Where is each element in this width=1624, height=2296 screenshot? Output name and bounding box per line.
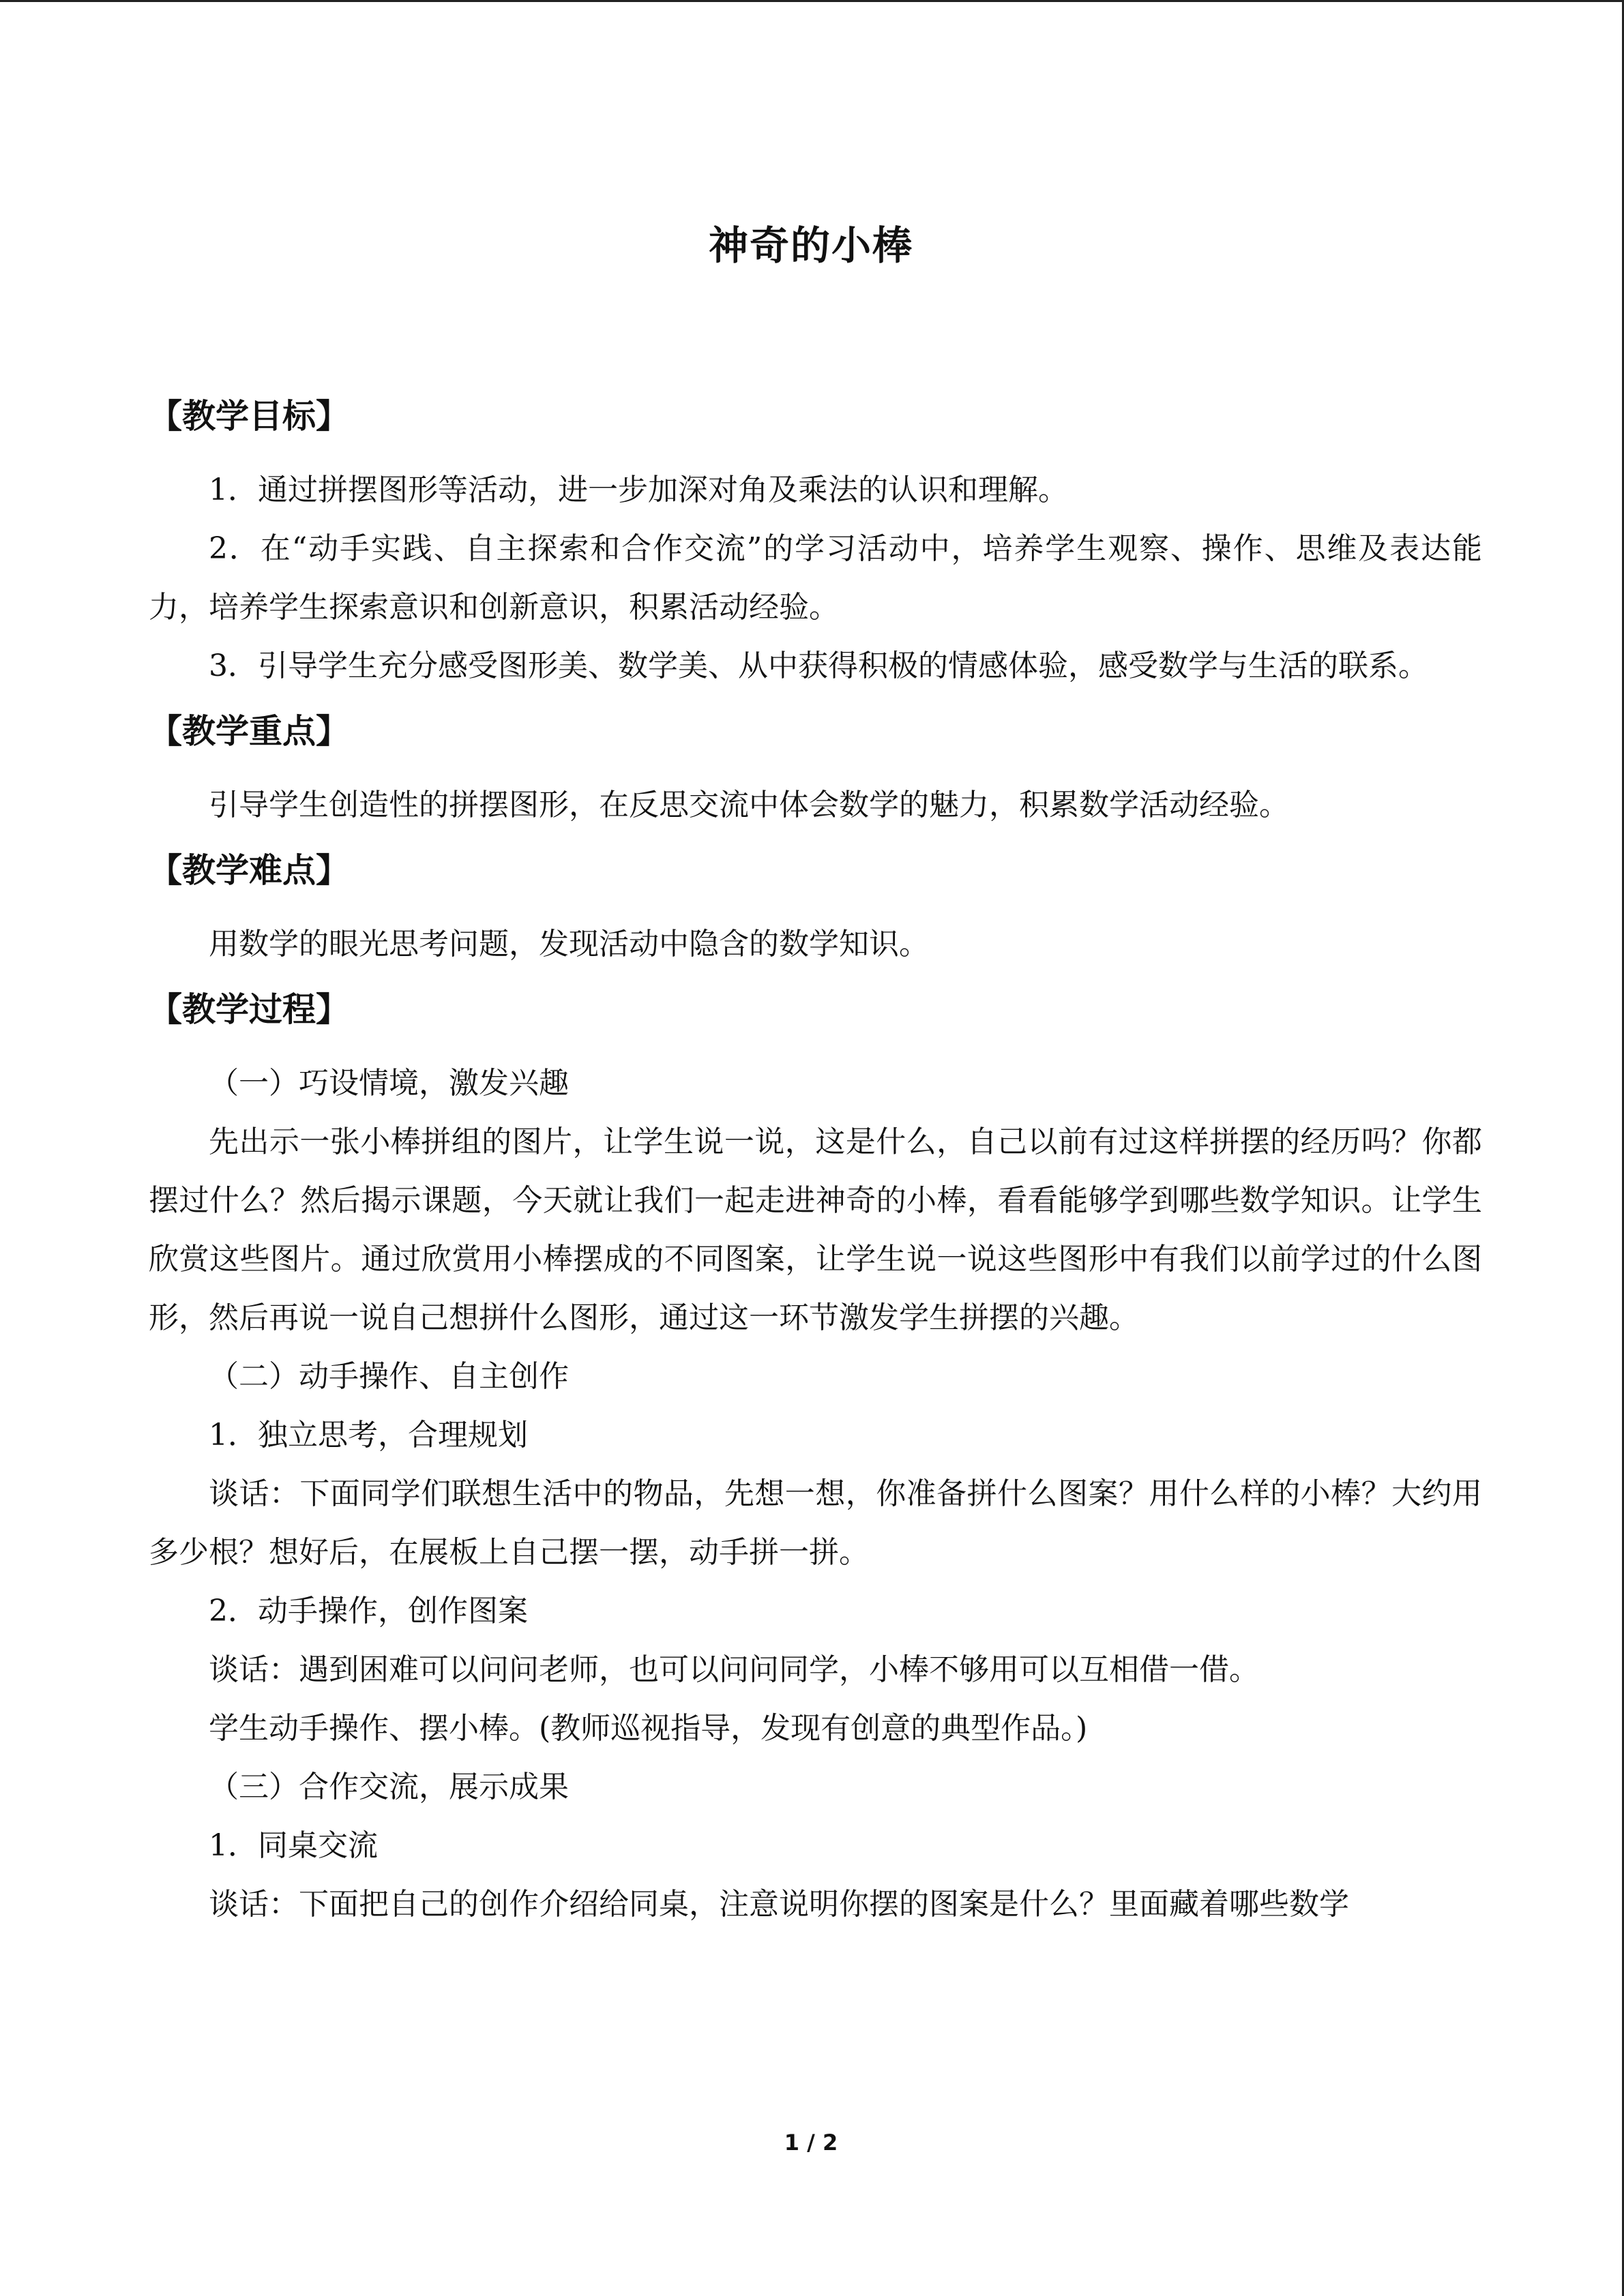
difficulties-text: 用数学的眼光思考问题，发现活动中隐含的数学知识。 bbox=[209, 927, 929, 961]
goal-item-2: 2．在“动手实践、自主探索和合作交流”的学习活动中，培养学生观察、操作、思维及表达能力，培养学生探索意识和创新意识，积累活动经验。 bbox=[149, 531, 1482, 625]
process-subheading-2: （二）动手操作、自主创作 bbox=[209, 1359, 569, 1394]
goal-item-3: 3．引导学生充分感受图形美、数学美、从中获得积极的情感体验，感受数学与生活的联系。 bbox=[209, 648, 1428, 683]
document-title: 神奇的小棒 bbox=[708, 222, 913, 269]
process-step-2: 2．动手操作，创作图案 bbox=[209, 1594, 528, 1628]
key-points-text: 引导学生创造性的拼摆图形，在反思交流中体会数学的魅力，积累数学活动经验。 bbox=[209, 788, 1289, 822]
process-subheading-3: （三）合作交流，展示成果 bbox=[209, 1770, 569, 1804]
process-subheading-1: （一）巧设情境，激发兴趣 bbox=[209, 1066, 569, 1101]
section-heading-difficulties: 【教学难点】 bbox=[149, 851, 350, 890]
process-paragraph: 学生动手操作、摆小棒。(教师巡视指导，发现有创意的典型作品。) bbox=[209, 1711, 1088, 1746]
process-paragraph: 谈话：遇到困难可以问问老师，也可以问问同学，小棒不够用可以互相借一借。 bbox=[209, 1652, 1259, 1687]
process-paragraph: 先出示一张小棒拼组的图片，让学生说一说，这是什么，自己以前有过这样拼摆的经历吗？你都摆过什么？然后揭示课题，今天就让我们一起走进神奇的小棒，看看能够学到哪些数学知识。让学生欣赏这些图片。通过欣赏用小棒摆成的不同图案，让学生说一说这些图形中有我们以前学过的什么图形，然后再说一说自己想拼什么图形，通过这一环节激发学生拼摆的兴趣。 bbox=[149, 1124, 1482, 1335]
goal-item-1: 1．通过拼摆图形等活动，进一步加深对角及乘法的认识和理解。 bbox=[209, 473, 1068, 507]
section-heading-process: 【教学过程】 bbox=[149, 990, 350, 1029]
page-number: 1 / 2 bbox=[784, 2130, 838, 2156]
process-paragraph: 谈话：下面同学们联想生活中的物品，先想一想，你准备拼什么图案？用什么样的小棒？大约用多少根？想好后，在展板上自己摆一摆，动手拼一拼。 bbox=[149, 1476, 1482, 1570]
section-heading-goals: 【教学目标】 bbox=[149, 397, 350, 436]
document-body bbox=[149, 387, 1482, 1934]
process-step-1: 1．独立思考，合理规划 bbox=[209, 1418, 528, 1452]
process-step-1: 1．同桌交流 bbox=[209, 1828, 378, 1863]
process-paragraph: 谈话：下面把自己的创作介绍给同桌，注意说明你摆的图案是什么？里面藏着哪些数学 bbox=[209, 1887, 1349, 1922]
section-heading-key-points: 【教学重点】 bbox=[149, 712, 350, 751]
